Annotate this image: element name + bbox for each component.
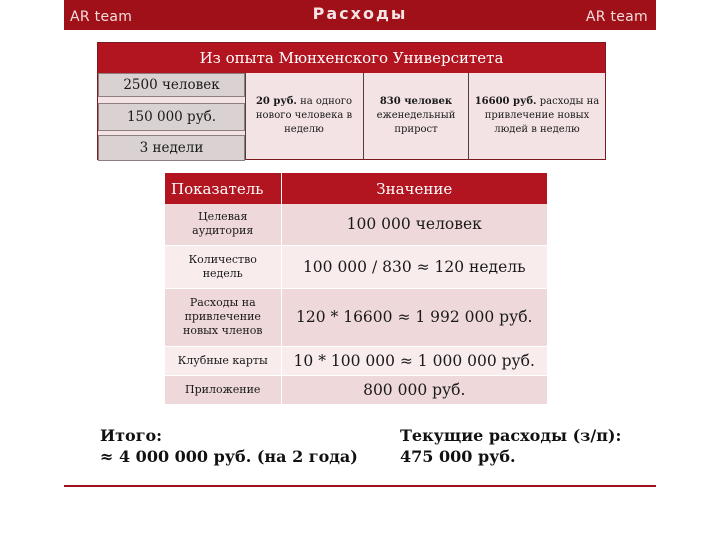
row-value: 100 000 / 830 ≈ 120 недель xyxy=(281,245,548,288)
fact-people: 2500 человек xyxy=(98,73,245,97)
current-value: 475 000 руб. xyxy=(400,447,516,466)
current-label: Текущие расходы (з/п): xyxy=(400,426,622,445)
stat-weekly-growth xyxy=(368,95,464,137)
row-label: Количество недель xyxy=(165,245,281,288)
brand-right: AR team xyxy=(585,9,648,25)
row-value: 800 000 руб. xyxy=(281,375,548,404)
row-label: Целевая аудитория xyxy=(165,204,281,245)
table-row xyxy=(165,346,548,375)
column-header-value: Значение xyxy=(281,173,548,204)
total-label: Итого: xyxy=(100,426,163,445)
table-header-row xyxy=(165,173,548,204)
divider xyxy=(245,73,246,160)
expenses-table xyxy=(165,173,548,405)
row-label: Клубные карты xyxy=(165,346,281,375)
page-title: Расходы xyxy=(312,4,408,23)
bottom-divider xyxy=(64,485,656,487)
table-row xyxy=(165,288,548,346)
experience-box xyxy=(97,42,606,160)
total-summary xyxy=(100,425,358,467)
total-value: ≈ 4 000 000 руб. (на 2 года) xyxy=(100,447,358,466)
brand-left: AR team xyxy=(70,9,133,25)
column-header-indicator: Показатель xyxy=(165,173,281,204)
stat-cost-per-person xyxy=(249,95,359,137)
divider xyxy=(468,73,469,160)
row-label: Приложение xyxy=(165,375,281,404)
row-value: 120 * 16600 ≈ 1 992 000 руб. xyxy=(281,288,548,346)
stat-value: 16600 руб. xyxy=(474,96,537,107)
row-label: Расходы на привлечение новых членов xyxy=(165,288,281,346)
fact-duration: 3 недели xyxy=(98,135,245,161)
table-row xyxy=(165,204,548,245)
header-bar xyxy=(64,0,656,30)
divider xyxy=(363,73,364,160)
experience-facts xyxy=(98,73,245,160)
stat-text: расходы на привлечение новых людей в неделю xyxy=(484,96,600,135)
stat-value: 20 руб. xyxy=(255,96,297,107)
fact-budget: 150 000 руб. xyxy=(98,103,245,131)
stat-text: еженедельный прирост xyxy=(376,110,456,135)
experience-title: Из опыта Мюнхенского Университета xyxy=(98,43,605,73)
current-expenses xyxy=(400,425,621,467)
row-value: 100 000 человек xyxy=(281,204,548,245)
stat-weekly-cost xyxy=(472,95,602,137)
row-value: 10 * 100 000 ≈ 1 000 000 руб. xyxy=(281,346,548,375)
table-row xyxy=(165,375,548,404)
stat-value: 830 человек xyxy=(379,96,453,107)
table-row xyxy=(165,245,548,288)
stat-text: на одного нового человека в неделю xyxy=(255,96,353,135)
